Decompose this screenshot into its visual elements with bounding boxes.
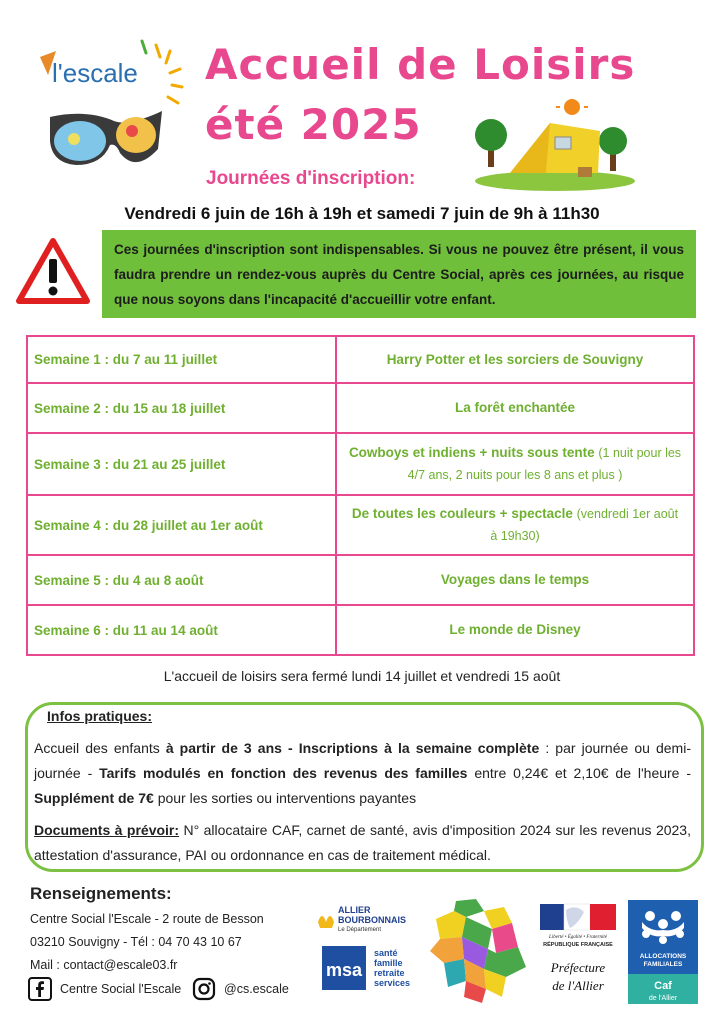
week-dates: Semaine 6 : du 11 au 14 août <box>27 605 336 655</box>
table-row <box>27 433 694 495</box>
prefecture-motto: Liberté • Égalité • Fraternité <box>549 935 607 940</box>
warning-triangle-icon <box>16 237 90 305</box>
closure-notice: L'accueil de loisirs sera fermé lundi 14 juillet et vendredi 15 août <box>163 668 561 684</box>
allier-bourbonnais-logo <box>316 902 420 934</box>
msa-letters: msa <box>325 960 363 980</box>
infos-separator: - <box>281 740 299 756</box>
table-row <box>27 383 694 433</box>
infos-emphasis: Supplément de 7€ <box>34 790 154 806</box>
facebook-icon[interactable] <box>28 977 52 1001</box>
instagram-label[interactable]: @cs.escale <box>224 982 289 996</box>
table-row <box>27 555 694 605</box>
table-row <box>27 495 694 555</box>
documents-paragraph <box>34 818 691 868</box>
week-theme <box>336 433 694 495</box>
escale-logo-text: l'escale <box>52 58 138 88</box>
week-dates: Semaine 1 : du 7 au 11 juillet <box>27 336 336 383</box>
prefecture-name-line2: de l'Allier <box>552 978 604 993</box>
msa-line4: services <box>374 978 411 988</box>
page-title-line2: été 2025 <box>205 100 422 149</box>
week-theme <box>336 555 694 605</box>
week-dates: Semaine 4 : du 28 juillet au 1er août <box>27 495 336 555</box>
camping-tent-illustration <box>470 95 640 195</box>
week-theme-title: De toutes les couleurs + spectacle <box>351 506 573 521</box>
infos-text: Accueil des enfants <box>34 740 166 756</box>
week-theme-title: Voyages dans le temps <box>440 572 590 587</box>
week-dates: Semaine 3 : du 21 au 25 juillet <box>27 433 336 495</box>
contact-email[interactable]: Mail : contact@escale03.fr <box>30 958 178 972</box>
week-theme-title: Harry Potter et les sorciers de Souvigny <box>386 351 644 367</box>
week-dates: Semaine 2 : du 15 au 18 juillet <box>27 383 336 433</box>
prefecture-republic: RÉPUBLIQUE FRANÇAISE <box>543 942 613 948</box>
week-theme <box>336 383 694 433</box>
contact-title: Renseignements: <box>30 884 172 903</box>
inscription-heading: Journées d'inscription: <box>206 168 416 189</box>
week-theme-title: La forêt enchantée <box>454 400 576 415</box>
infos-text: entre 0,24€ et 2,10€ de l'heure - <box>467 765 691 781</box>
caf-line2: FAMILIALES <box>643 961 683 968</box>
msa-line2: famille <box>374 958 403 968</box>
week-theme-title: Le monde de Disney <box>449 622 581 637</box>
msa-line3: retraite <box>374 968 405 978</box>
infos-emphasis: Inscriptions à la semaine complète <box>298 740 540 756</box>
allier-line3: Le Département <box>338 927 382 933</box>
table-row <box>27 605 694 655</box>
week-dates: Semaine 5 : du 4 au 8 août <box>27 555 336 605</box>
week-theme <box>336 605 694 655</box>
page-title-line1: Accueil de Loisirs <box>205 40 636 89</box>
caf-dept: de l'Allier <box>648 995 678 1002</box>
facebook-label[interactable]: Centre Social l'Escale <box>60 982 182 996</box>
table-row <box>27 336 694 383</box>
inscription-dates: Vendredi 6 juin de 16h à 19h et samedi 7 juin de 9h à 11h30 <box>124 204 600 223</box>
msa-line1: santé <box>374 948 398 958</box>
documents-label: Documents à prévoir: <box>34 822 180 838</box>
infos-text: pour les sorties ou interventions payantes <box>153 790 417 806</box>
weeks-table <box>26 335 695 656</box>
infos-title: Infos pratiques: <box>47 708 153 724</box>
caf-name: Caf <box>654 980 672 992</box>
msa-logo <box>322 944 426 992</box>
week-theme-note: (vendredi 1er août à 19h30) <box>490 507 679 543</box>
infos-paragraph <box>34 736 691 811</box>
prefecture-name-line1: Préfecture <box>550 960 606 975</box>
contact-address: Centre Social l'Escale - 2 route de Besson <box>30 912 264 926</box>
week-theme <box>336 495 694 555</box>
infos-emphasis: Tarifs modulés en fonction des revenus des familles <box>99 765 468 781</box>
caf-allier-logo <box>628 900 698 1004</box>
instagram-icon[interactable] <box>192 977 216 1001</box>
department-map-image <box>426 897 534 1007</box>
contact-phone: 03210 Souvigny - Tél : 04 70 43 10 67 <box>30 935 242 949</box>
week-theme-title: Cowboys et indiens + nuits sous tente <box>348 445 595 460</box>
infos-emphasis: à partir de 3 ans <box>165 740 282 756</box>
week-theme <box>336 336 694 383</box>
week-theme-note: (1 nuit pour les 4/7 ans, 2 nuits pour les 8 ans et plus ) <box>407 446 682 482</box>
allier-line1: ALLIER <box>338 905 371 915</box>
documents-text: N° allocataire CAF, carnet de santé, avis d'imposition 2024 sur les revenus 2023, attestation d'assurance, PAI ou ordonnance en cas de traitement médical. <box>34 822 691 863</box>
infos-text: : par journée ou demi-journée - <box>34 740 691 781</box>
allier-line2: BOURBONNAIS <box>338 915 407 925</box>
prefecture-allier-logo <box>536 900 620 1004</box>
warning-message: Ces journées d'inscription sont indispensables. Si vous ne pouvez être présent, il vous faudra prendre un rendez-vous auprès du Centre Social, après ces journées, au risque que nous soyons dans l'incapacité d'accueillir votre enfant. <box>102 230 696 318</box>
caf-line1: ALLOCATIONS <box>639 953 687 960</box>
